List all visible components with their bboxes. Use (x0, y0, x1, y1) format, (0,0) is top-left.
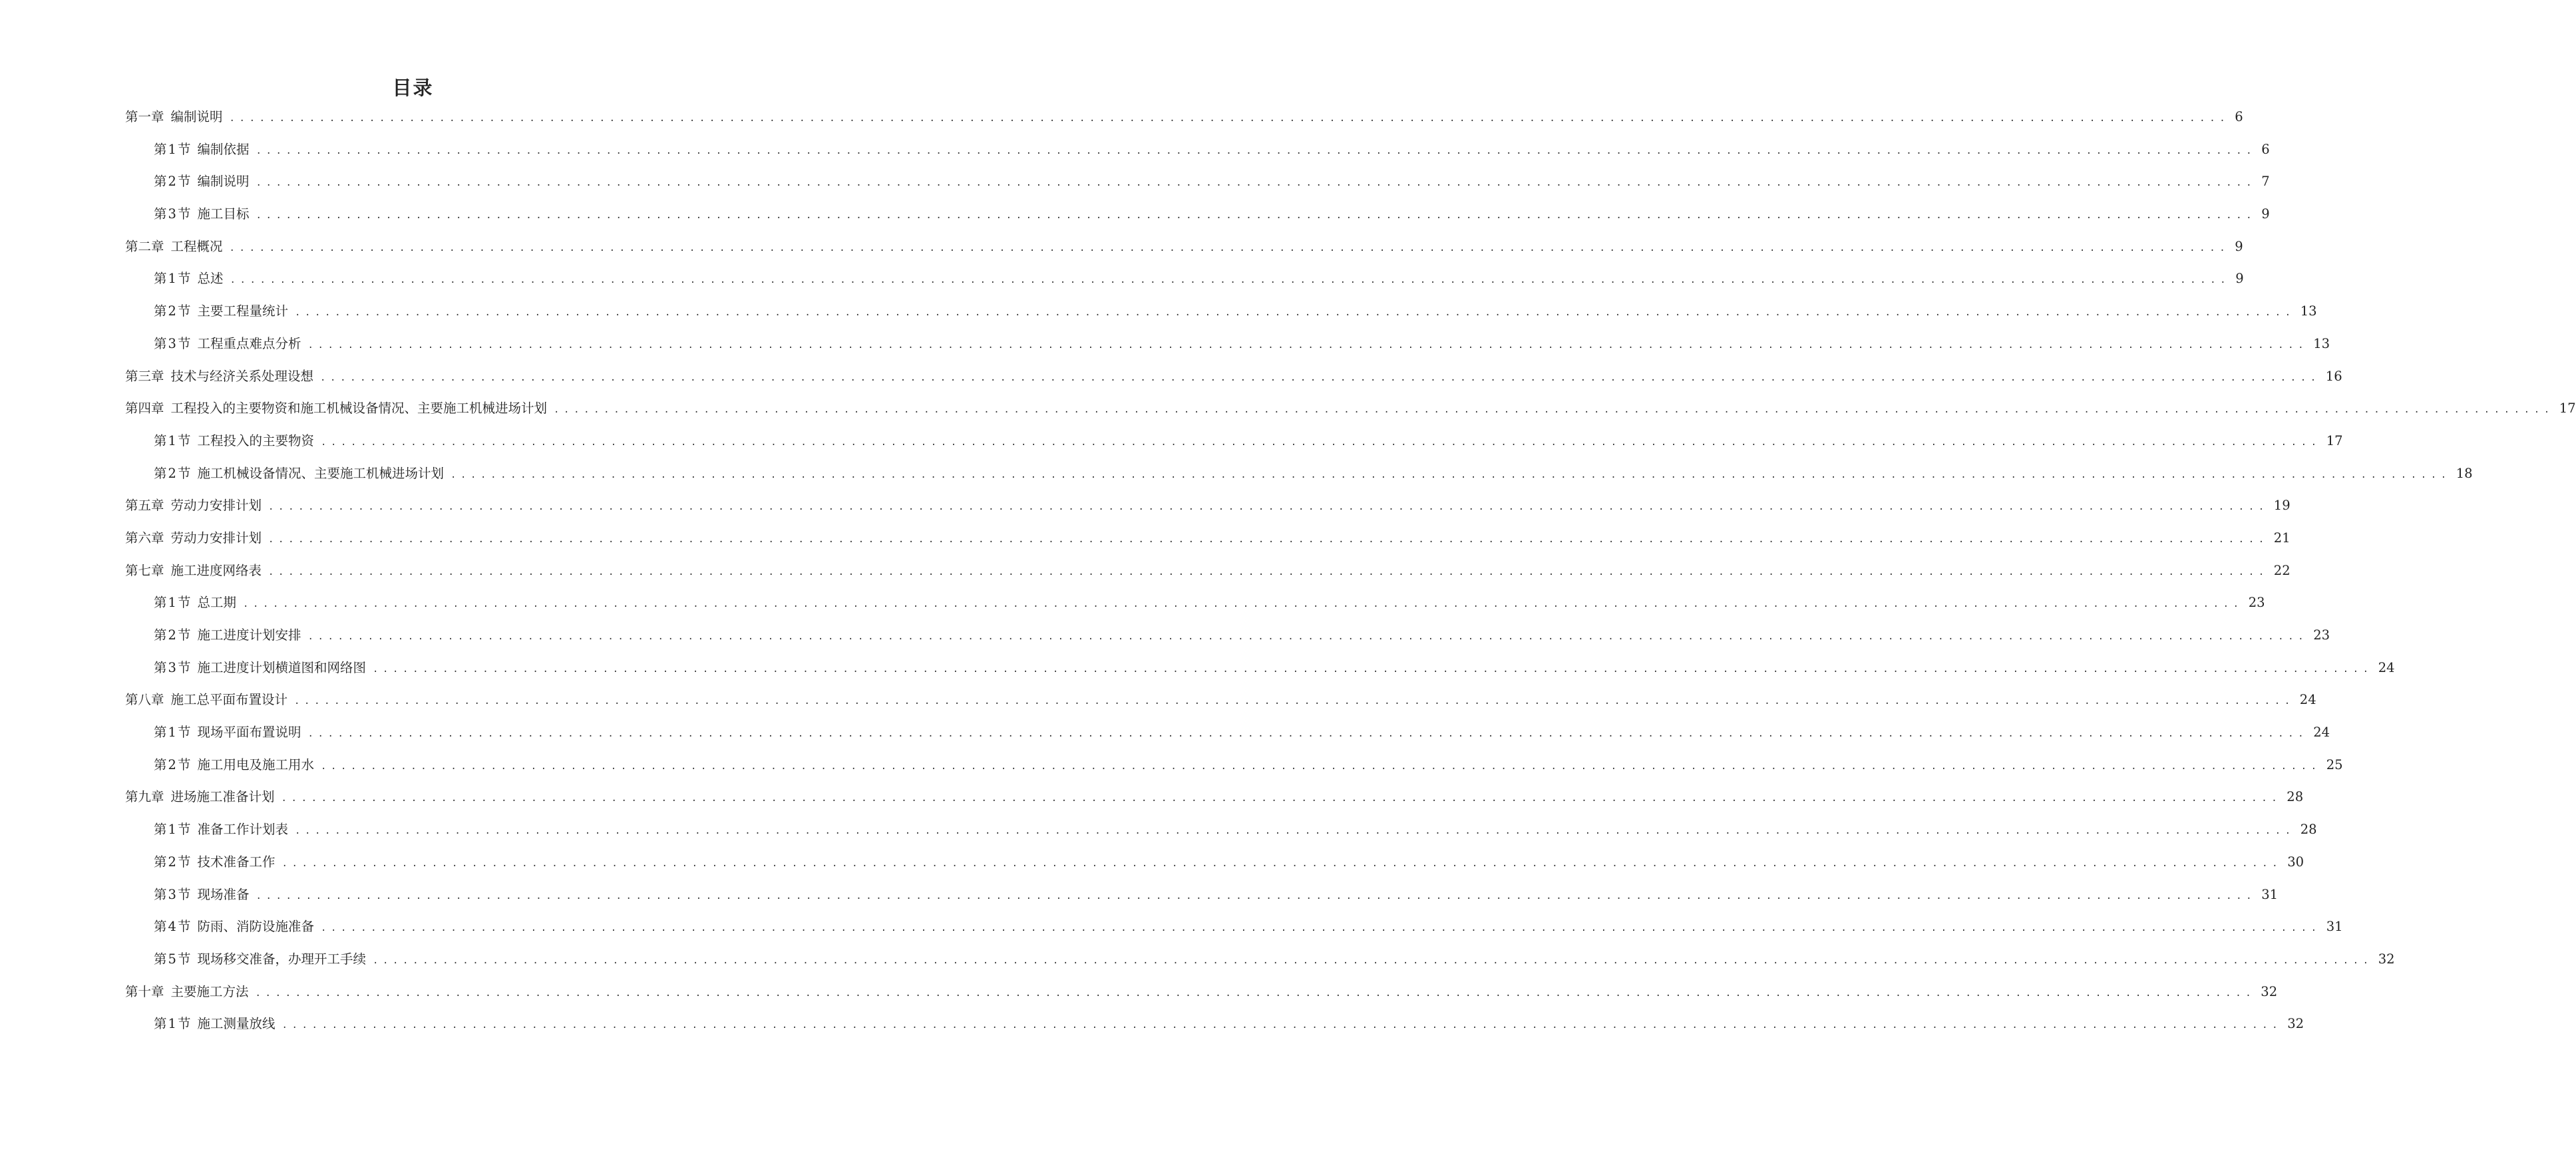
toc-page-number: 18 (2456, 465, 2473, 481)
toc-entry-number: 2 (168, 756, 176, 772)
toc-page-number: 17 (2326, 432, 2343, 448)
dot-leader: ........................................................................................................................................................................................................ (268, 534, 2269, 545)
toc-entry-label (154, 854, 275, 871)
toc-entry-number: 1 (168, 141, 176, 157)
toc-section-entry[interactable] (0, 303, 2317, 335)
toc-entry-prefix: 第 (154, 1016, 167, 1032)
toc-entry-suffix: 节 (177, 854, 191, 870)
toc-page-number: 22 (2273, 562, 2291, 578)
toc-entry-prefix: 第九章 (125, 789, 164, 805)
toc-entry-suffix: 节 (177, 174, 191, 190)
dot-leader: ........................................................................................................................................................................................................ (229, 242, 2230, 253)
toc-section-entry[interactable] (0, 886, 2279, 919)
toc-entry-prefix: 第二章 (125, 238, 164, 254)
toc-entry-suffix: 节 (177, 659, 191, 675)
toc-entry-label (154, 465, 444, 482)
toc-entry-title: 现场准备 (197, 886, 250, 902)
toc-section-entry[interactable] (0, 951, 2395, 983)
toc-entry-label (125, 108, 223, 126)
toc-entry-label (154, 756, 314, 774)
toc-entry-title: 主要工程量统计 (197, 303, 288, 319)
toc-entry-label (154, 270, 223, 287)
toc-section-entry[interactable] (0, 432, 2343, 465)
toc-entry-number: 1 (168, 1016, 176, 1032)
toc-page-number: 16 (2325, 368, 2342, 384)
dot-leader: ........................................................................................................................................................................................................ (307, 339, 2308, 351)
toc-entry-prefix: 第八章 (125, 692, 164, 708)
toc-entry-title: 劳动力安排计划 (170, 498, 262, 514)
toc-entry-label (154, 173, 249, 190)
toc-entry-title: 施工进度网络表 (170, 562, 262, 578)
toc-chapter-entry[interactable] (0, 788, 2304, 821)
toc-section-entry[interactable] (0, 918, 2343, 951)
dot-leader: ........................................................................................................................................................................................................ (281, 858, 2283, 869)
toc-entry-number: 1 (168, 595, 176, 611)
toc-entry-label (125, 530, 262, 547)
toc-entry-number: 2 (168, 174, 176, 190)
toc-entry-prefix: 第 (154, 756, 167, 772)
dot-leader: ........................................................................................................................................................................................................ (450, 469, 2451, 480)
toc-page-number: 24 (2313, 725, 2330, 741)
toc-entry-prefix: 第 (154, 951, 167, 967)
toc-entry-title: 工程概况 (170, 238, 223, 254)
toc-entry-label (154, 886, 249, 904)
toc-page-number: 32 (2287, 1016, 2304, 1032)
toc-entry-number: 1 (168, 822, 176, 838)
toc-chapter-entry[interactable] (0, 562, 2291, 595)
dot-leader: ........................................................................................................................................................................................................ (372, 955, 2373, 966)
toc-entry-label (154, 821, 288, 838)
toc-entry-number: 3 (168, 335, 176, 351)
toc-page-number: 32 (2378, 951, 2395, 967)
toc-entry-suffix: 节 (177, 335, 191, 351)
toc-page-number: 13 (2300, 303, 2317, 319)
dot-leader: ........................................................................................................................................................................................................ (256, 890, 2257, 902)
toc-entry-label (154, 951, 366, 968)
toc-chapter-entry[interactable] (0, 497, 2291, 530)
dot-leader: ........................................................................................................................................................................................................ (320, 372, 2320, 383)
table-of-contents (0, 108, 2576, 1048)
toc-entry-label (154, 303, 288, 320)
toc-entry-prefix: 第 (154, 595, 167, 611)
dot-leader: ........................................................................................................................................................................................................ (320, 436, 2321, 448)
toc-entry-prefix: 第一章 (125, 109, 164, 124)
toc-entry-number: 3 (168, 206, 176, 222)
toc-entry-prefix: 第七章 (125, 562, 164, 578)
toc-entry-label (154, 432, 314, 450)
toc-entry-suffix: 节 (177, 756, 191, 772)
toc-page-number: 30 (2287, 854, 2304, 870)
toc-entry-label (154, 918, 314, 935)
toc-entry-title: 施工进度计划横道图和网络图 (197, 659, 366, 675)
toc-entry-suffix: 节 (177, 886, 191, 902)
toc-entry-prefix: 第 (154, 141, 167, 157)
toc-entry-prefix: 第 (154, 465, 167, 481)
toc-section-entry[interactable] (0, 594, 2265, 627)
toc-entry-prefix: 第 (154, 174, 167, 190)
toc-entry-title: 工程投入的主要物资 (197, 432, 314, 448)
toc-entry-title: 施工进度计划安排 (197, 627, 301, 643)
toc-entry-title: 施工总平面布置设计 (170, 692, 288, 708)
toc-entry-label (154, 594, 236, 611)
dot-leader: ........................................................................................................................................................................................................ (294, 696, 2295, 707)
toc-page-number: 6 (2261, 141, 2270, 157)
toc-entry-prefix: 第 (154, 206, 167, 222)
toc-section-entry[interactable] (0, 335, 2330, 368)
toc-entry-label (154, 627, 301, 644)
toc-entry-title: 防雨、消防设施准备 (197, 919, 314, 935)
toc-section-entry[interactable] (0, 1015, 2304, 1048)
toc-entry-prefix: 第四章 (125, 401, 164, 417)
toc-entry-label (154, 659, 366, 677)
toc-page-number: 19 (2273, 498, 2291, 514)
toc-entry-prefix: 第 (154, 335, 167, 351)
dot-leader: ........................................................................................................................................................................................................ (229, 113, 2230, 124)
toc-chapter-entry[interactable] (0, 691, 2316, 724)
toc-entry-title: 施工目标 (197, 206, 250, 222)
toc-entry-label (125, 562, 262, 580)
toc-entry-number: 5 (168, 951, 176, 967)
toc-entry-suffix: 节 (177, 919, 191, 935)
toc-entry-title: 主要施工方法 (170, 983, 249, 999)
toc-section-entry[interactable] (0, 756, 2343, 789)
toc-entry-label (125, 497, 262, 514)
toc-entry-title: 编制说明 (170, 109, 223, 124)
toc-page-number: 32 (2261, 983, 2278, 999)
toc-page-number: 9 (2235, 271, 2244, 287)
dot-leader: ........................................................................................................................................................................................................ (307, 729, 2308, 740)
toc-entry-prefix: 第 (154, 303, 167, 319)
toc-section-entry[interactable] (0, 141, 2270, 174)
dot-leader: ........................................................................................................................................................................................................ (281, 1020, 2283, 1031)
toc-page-number: 25 (2326, 756, 2343, 772)
toc-entry-title: 工程投入的主要物资和施工机械设备情况、主要施工机械进场计划 (170, 401, 548, 417)
toc-entry-prefix: 第五章 (125, 498, 164, 514)
toc-entry-label (125, 691, 287, 709)
dot-leader: ........................................................................................................................................................................................................ (242, 599, 2243, 610)
toc-entry-title: 现场平面布置说明 (197, 725, 301, 741)
toc-chapter-entry[interactable] (0, 400, 2576, 432)
toc-entry-suffix: 节 (177, 627, 191, 643)
toc-page-number: 31 (2326, 919, 2343, 935)
toc-page-number: 28 (2287, 789, 2304, 805)
dot-leader: ........................................................................................................................................................................................................ (320, 923, 2321, 934)
toc-section-entry[interactable] (0, 270, 2244, 303)
toc-page-number: 21 (2273, 530, 2291, 546)
toc-page-number: 17 (2559, 401, 2576, 417)
page-title: 目录 (392, 77, 434, 99)
toc-entry-title: 编制依据 (197, 141, 250, 157)
toc-entry-prefix: 第 (154, 659, 167, 675)
toc-page-number: 31 (2261, 886, 2279, 902)
toc-section-entry[interactable] (0, 465, 2473, 498)
dot-leader: ........................................................................................................................................................................................................ (256, 145, 2257, 156)
toc-entry-prefix: 第 (154, 886, 167, 902)
toc-entry-label (154, 724, 301, 741)
toc-entry-label (125, 368, 313, 385)
toc-entry-title: 施工用电及施工用水 (197, 756, 314, 772)
toc-page-number: 23 (2313, 627, 2330, 643)
toc-entry-title: 技术准备工作 (197, 854, 276, 870)
toc-page-number: 13 (2313, 335, 2330, 351)
toc-entry-title: 总述 (197, 271, 224, 287)
toc-entry-suffix: 节 (177, 432, 191, 448)
toc-page-number: 9 (2261, 206, 2270, 222)
toc-entry-prefix: 第 (154, 725, 167, 741)
toc-section-entry[interactable] (0, 659, 2395, 692)
toc-page-number: 24 (2378, 659, 2395, 675)
toc-section-entry[interactable] (0, 206, 2270, 238)
dot-leader: ........................................................................................................................................................................................................ (294, 826, 2295, 837)
toc-entry-suffix: 节 (177, 303, 191, 319)
toc-entry-title: 准备工作计划表 (197, 822, 288, 838)
toc-entry-suffix: 节 (177, 465, 191, 481)
toc-entry-suffix: 节 (177, 141, 191, 157)
dot-leader: ........................................................................................................................................................................................................ (268, 566, 2269, 578)
toc-section-entry[interactable] (0, 627, 2330, 659)
toc-entry-suffix: 节 (177, 206, 191, 222)
toc-entry-label (125, 238, 223, 255)
toc-entry-title: 劳动力安排计划 (170, 530, 262, 546)
toc-page-number: 28 (2300, 822, 2317, 838)
toc-section-entry[interactable] (0, 854, 2304, 886)
toc-entry-title: 总工期 (197, 595, 236, 611)
toc-entry-label (154, 1015, 275, 1033)
dot-leader: ........................................................................................................................................................................................................ (320, 760, 2321, 772)
toc-entry-number: 3 (168, 659, 176, 675)
toc-entry-suffix: 节 (177, 595, 191, 611)
toc-entry-prefix: 第三章 (125, 368, 164, 384)
toc-chapter-entry[interactable] (0, 530, 2291, 562)
toc-entry-number: 1 (168, 725, 176, 741)
toc-chapter-entry[interactable] (0, 108, 2243, 141)
toc-page-number: 23 (2248, 595, 2265, 611)
toc-entry-title: 进场施工准备计划 (170, 789, 275, 805)
dot-leader: ........................................................................................................................................................................................................ (230, 275, 2231, 286)
dot-leader: ........................................................................................................................................................................................................ (256, 210, 2257, 222)
toc-entry-title: 施工测量放线 (197, 1016, 276, 1032)
dot-leader: ........................................................................................................................................................................................................ (268, 502, 2269, 513)
toc-entry-prefix: 第 (154, 432, 167, 448)
dot-leader: ........................................................................................................................................................................................................ (554, 405, 2554, 416)
toc-entry-prefix: 第 (154, 919, 167, 935)
toc-entry-label (125, 788, 275, 806)
toc-entry-prefix: 第 (154, 854, 167, 870)
toc-page-number: 24 (2299, 692, 2316, 708)
toc-chapter-entry[interactable] (0, 238, 2243, 271)
toc-entry-number: 1 (168, 432, 176, 448)
dot-leader: ........................................................................................................................................................................................................ (307, 631, 2308, 642)
dot-leader: ........................................................................................................................................................................................................ (255, 987, 2256, 999)
dot-leader: ........................................................................................................................................................................................................ (256, 178, 2257, 189)
toc-entry-prefix: 第六章 (125, 530, 164, 546)
toc-page-number: 6 (2235, 109, 2243, 124)
toc-section-entry[interactable] (0, 724, 2330, 756)
toc-entry-suffix: 节 (177, 1016, 191, 1032)
toc-entry-title: 编制说明 (197, 174, 250, 190)
toc-entry-title: 技术与经济关系处理设想 (170, 368, 314, 384)
toc-entry-title: 工程重点难点分析 (197, 335, 301, 351)
toc-entry-number: 2 (168, 854, 176, 870)
toc-entry-suffix: 节 (177, 822, 191, 838)
toc-entry-number: 3 (168, 886, 176, 902)
toc-entry-prefix: 第 (154, 822, 167, 838)
toc-entry-number: 1 (168, 271, 176, 287)
toc-entry-label (125, 983, 249, 1001)
toc-page-number: 9 (2235, 238, 2243, 254)
toc-page-number: 7 (2261, 174, 2270, 190)
toc-entry-suffix: 节 (177, 725, 191, 741)
toc-section-entry[interactable] (0, 821, 2317, 854)
toc-entry-prefix: 第 (154, 627, 167, 643)
toc-entry-title: 现场移交准备，办理开工手续 (197, 951, 366, 967)
toc-entry-label (125, 400, 547, 417)
toc-entry-suffix: 节 (177, 951, 191, 967)
toc-entry-suffix: 节 (177, 271, 191, 287)
toc-entry-label (154, 206, 249, 223)
toc-section-entry[interactable] (0, 173, 2270, 206)
toc-entry-label (154, 335, 301, 353)
toc-entry-number: 2 (168, 465, 176, 481)
dot-leader: ........................................................................................................................................................................................................ (281, 793, 2282, 804)
dot-leader: ........................................................................................................................................................................................................ (294, 307, 2295, 319)
dot-leader: ........................................................................................................................................................................................................ (372, 663, 2373, 675)
toc-entry-prefix: 第 (154, 271, 167, 287)
toc-chapter-entry[interactable] (0, 983, 2278, 1016)
toc-entry-prefix: 第十章 (125, 983, 164, 999)
toc-chapter-entry[interactable] (0, 368, 2342, 401)
toc-entry-number: 4 (168, 919, 176, 935)
toc-entry-title: 施工机械设备情况、主要施工机械进场计划 (197, 465, 444, 481)
toc-entry-label (154, 141, 249, 158)
toc-entry-number: 2 (168, 627, 176, 643)
toc-entry-number: 2 (168, 303, 176, 319)
